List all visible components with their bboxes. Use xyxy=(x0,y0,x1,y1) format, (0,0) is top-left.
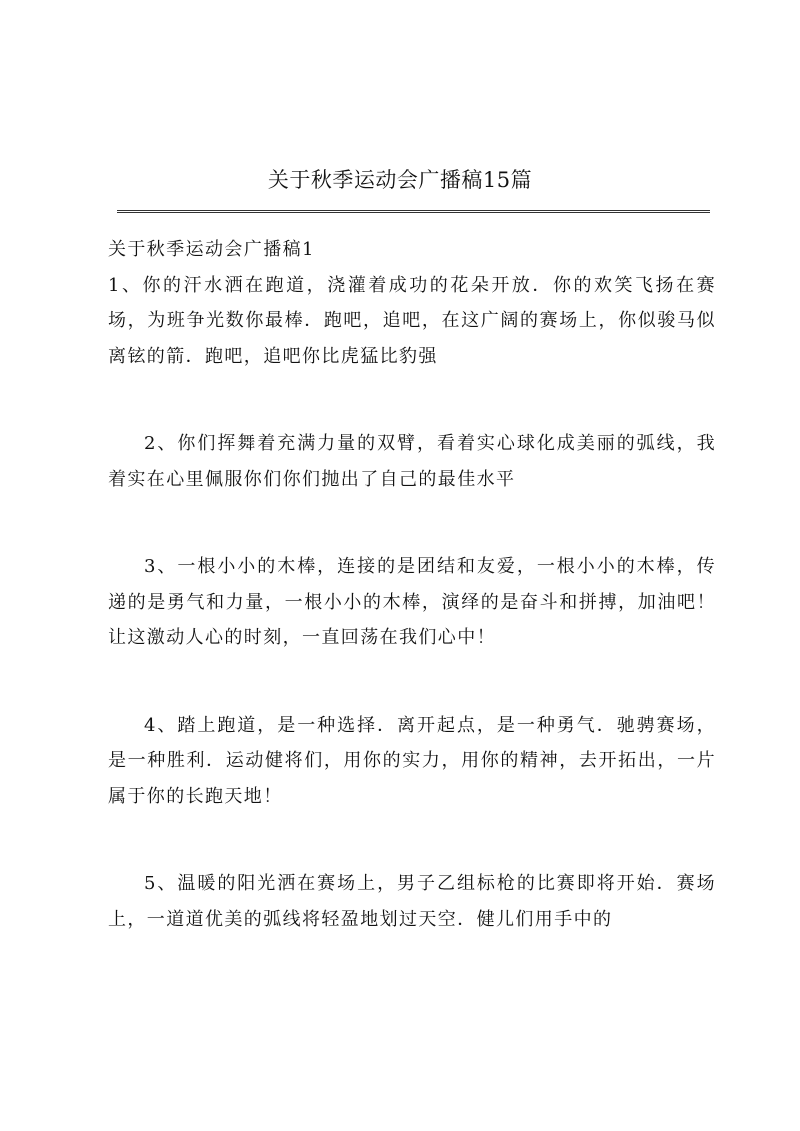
paragraph-spacer xyxy=(108,374,716,426)
document-body xyxy=(108,232,716,937)
paragraph-spacer xyxy=(108,497,716,549)
paragraph-spacer xyxy=(108,814,716,866)
paragraph-1: 1、你的汗水洒在跑道，浇灌着成功的花朵开放．你的欢笑飞扬在赛场，为班争光数你最棒．跑吧，追吧，在这广阔的赛场上，你似骏马似离铉的箭．跑吧，追吧你比虎猛比豹强 xyxy=(108,274,716,367)
paragraph-3: 3、一根小小的木棒，连接的是团结和友爱，一根小小的木棒，传递的是勇气和力量，一根小小的木棒，演绎的是奋斗和拼搏，加油吧！让这激动人心的时刻，一直回荡在我们心中！ xyxy=(108,556,716,648)
paragraph-4: 4、踏上跑道，是一种选择．离开起点，是一种勇气．驰骋赛场，是一种胜利．运动健将们，用你的实力，用你的精神，去开拓出，一片属于你的长跑天地！ xyxy=(108,714,716,807)
title-divider xyxy=(117,210,710,213)
section-subheading: 关于秋季运动会广播稿1 xyxy=(108,239,315,260)
paragraph-spacer xyxy=(108,656,716,708)
paragraph-5: 5、温暖的阳光洒在赛场上，男子乙组标枪的比赛即将开始．赛场上，一道道优美的弧线将轻盈地划过天空．健儿们用手中的 xyxy=(108,873,716,930)
paragraph-2: 2、你们挥舞着充满力量的双臂，看着实心球化成美丽的弧线，我着实在心里佩服你们你们抛出了自己的最佳水平 xyxy=(108,433,716,490)
document-title: 关于秋季运动会广播稿15篇 xyxy=(267,168,533,192)
